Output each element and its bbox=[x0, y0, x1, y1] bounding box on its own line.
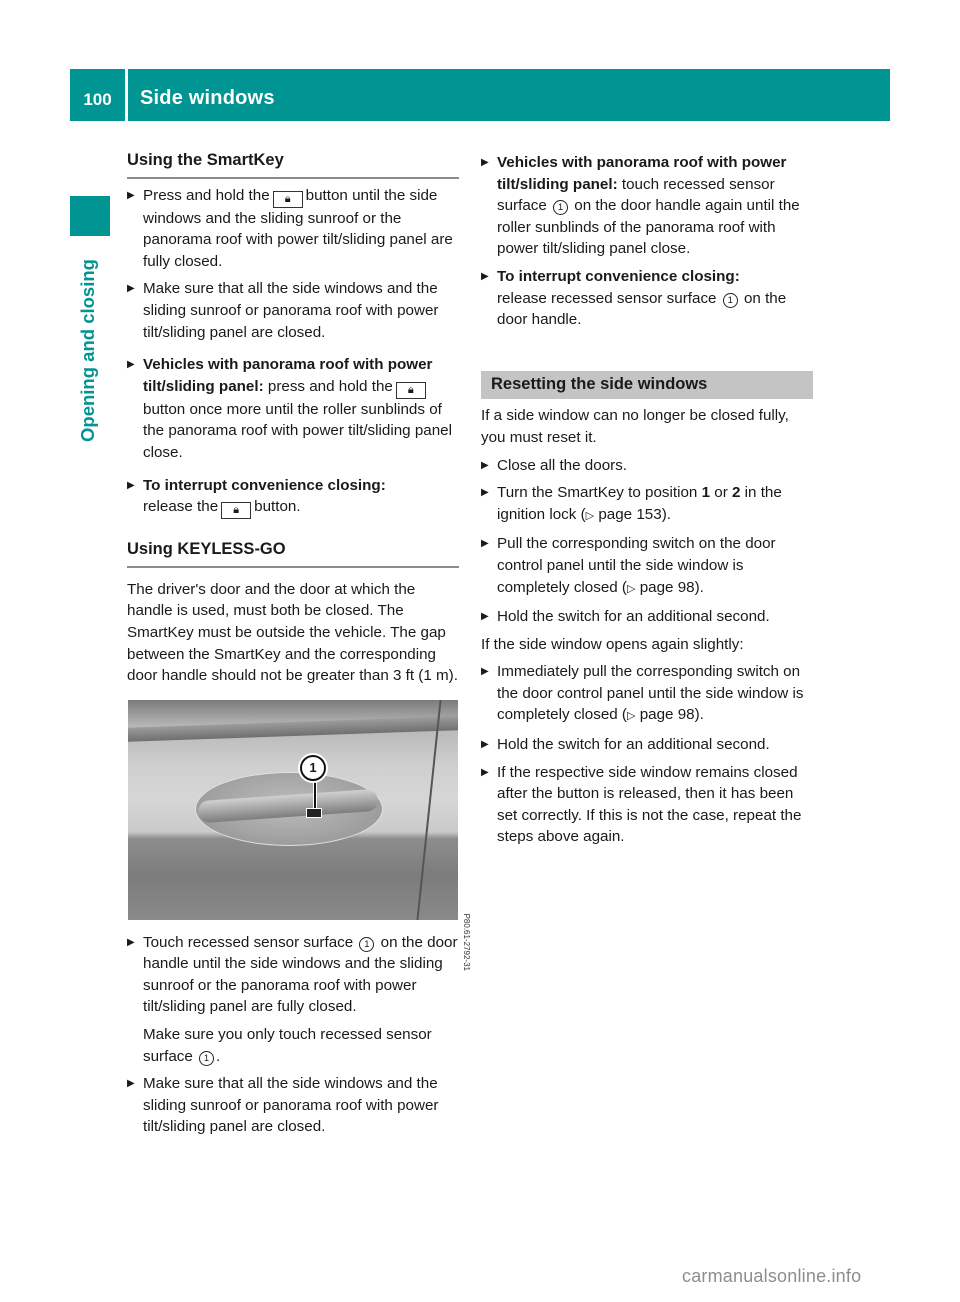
heading-resetting-side-windows: Resetting the side windows bbox=[481, 371, 813, 400]
resetting-intro: If a side window can no longer be closed fully, you must reset it. bbox=[481, 407, 789, 446]
sensor-surface-marker bbox=[306, 808, 322, 818]
page-link-98[interactable]: page 98 bbox=[639, 706, 695, 724]
list-item: ▶ Vehicles with panorama roof with power tilt/sliding panel: touch recessed sensor surface 1 on the door handle again until the roller sunblinds of the panorama roof with power tilt/sliding panel close. bbox=[481, 152, 813, 260]
keyless-intro: The driver's door and the door at which the handle is used, must both be closed. The SmartKey must be outside the vehicle. The gap between the SmartKey and the corresponding door handle should not be greater than 3 ft (1 m). bbox=[127, 580, 458, 685]
section-title: Side windows bbox=[128, 69, 890, 121]
door-molding bbox=[128, 716, 458, 742]
condition-text: If the side window opens again slightly: bbox=[481, 635, 744, 653]
callout-1-icon: 1 bbox=[723, 293, 738, 308]
door-edge bbox=[416, 700, 441, 920]
page-ref-arrow-icon: ▷ bbox=[627, 582, 636, 595]
list-item: ▶ Hold the switch for an additional second. bbox=[481, 734, 813, 756]
note-text: Make sure you only touch recessed sensor surface 1 . bbox=[143, 1026, 432, 1065]
page-ref-arrow-icon: ▷ bbox=[585, 509, 595, 522]
callout-line bbox=[313, 776, 317, 810]
lock-button-icon: 🔒︎ bbox=[221, 502, 251, 519]
list-item: ▶ Hold the switch for an additional second. bbox=[481, 606, 813, 628]
page-header bbox=[70, 69, 890, 121]
heading-using-keyless-go: Using KEYLESS-GO bbox=[127, 539, 459, 568]
callout-1-icon: 1 bbox=[300, 755, 326, 781]
list-item: ▶ Touch recessed sensor surface 1 on the door handle until the side windows and the sliding sunroof or the panorama roof with power tilt/sliding panel are fully closed. bbox=[127, 932, 459, 1018]
list-item: ▶ Press and hold the 🔒︎ button until the side windows and the sliding sunroof or the panorama roof with power tilt/sliding panel are fully closed. bbox=[127, 185, 459, 273]
callout-1-icon: 1 bbox=[359, 937, 374, 952]
door-handle-illustration bbox=[128, 700, 471, 972]
list-item: ▶ Make sure that all the side windows and the sliding sunroof or panorama roof with power tilt/sliding panel are closed. bbox=[127, 1073, 459, 1138]
list-item: ▶ Make sure that all the side windows and the sliding sunroof or panorama roof with power tilt/sliding panel are closed. bbox=[127, 278, 459, 343]
list-item: ▶ Vehicles with panorama roof with power tilt/sliding panel: press and hold the 🔒︎button once more until the roller sunblinds of the panorama roof with power tilt/sliding panel close. bbox=[127, 354, 459, 463]
page-link-98[interactable]: page 98 bbox=[639, 578, 695, 596]
list-item: ▶ Pull the corresponding switch on the door control panel until the side window is completely closed (▷ page 98). bbox=[481, 533, 813, 600]
figure-code: P80.61-2792-31 bbox=[461, 913, 471, 972]
list-item: ▶ Immediately pull the corresponding switch on the door control panel until the side window is completely closed (▷ page 98). bbox=[481, 661, 813, 728]
list-item: ▶ Turn the SmartKey to position 1 or 2 in the ignition lock (▷ page 153). bbox=[481, 482, 813, 527]
callout-1-icon: 1 bbox=[553, 200, 568, 215]
list-item: ▶ Close all the doors. bbox=[481, 455, 813, 477]
list-item: ▶ If the respective side window remains closed after the button is released, then it has been set correctly. If this is not the case, repeat the steps above again. bbox=[481, 762, 813, 848]
page-link-153[interactable]: page 153 bbox=[598, 505, 662, 523]
list-item: ▶ To interrupt convenience closing: release the 🔒︎ button. bbox=[127, 475, 459, 520]
right-column bbox=[481, 152, 813, 848]
callout-1-icon: 1 bbox=[199, 1051, 214, 1066]
page-ref-arrow-icon: ▷ bbox=[627, 710, 636, 723]
chapter-tab-label: Opening and closing bbox=[77, 259, 98, 442]
list-item: ▶ To interrupt convenience closing: release recessed sensor surface 1 on the door handle. bbox=[481, 266, 813, 331]
left-column bbox=[127, 150, 471, 1138]
lock-button-icon: 🔒︎ bbox=[396, 382, 426, 399]
watermark: carmanualsonline.info bbox=[682, 1266, 862, 1286]
lock-button-icon: 🔒︎ bbox=[273, 191, 303, 208]
heading-using-smartkey: Using the SmartKey bbox=[127, 150, 459, 179]
page-number: 100 bbox=[70, 69, 125, 121]
chapter-tab-marker bbox=[70, 196, 110, 236]
